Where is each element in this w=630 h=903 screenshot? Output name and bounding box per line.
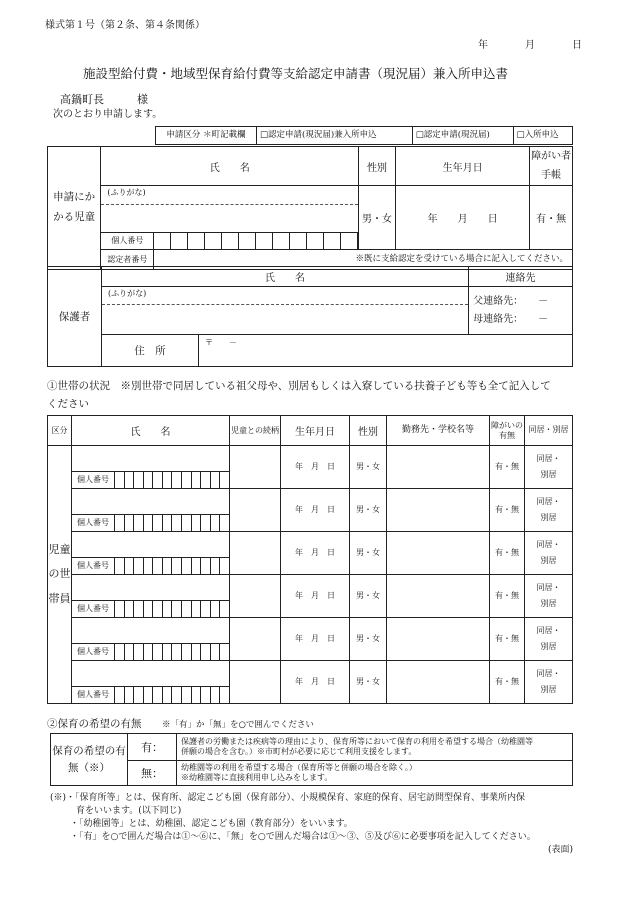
note-2: ・「幼稚園等」とは、幼稚園、認定こども園（教育部分）をいいます。: [70, 819, 353, 829]
member-id-digit-box[interactable]: [144, 515, 154, 531]
child-sex-header: 性別: [359, 147, 396, 186]
member-id-digit-box[interactable]: [134, 515, 144, 531]
member-id-digit-box[interactable]: [220, 472, 229, 488]
member-dob-value[interactable]: 年 月 日: [281, 446, 350, 489]
member-id-digit-box[interactable]: [153, 472, 163, 488]
residence-same[interactable]: 同居・: [536, 540, 561, 549]
child-id-digit-box[interactable]: [273, 233, 290, 249]
member-id-digit-box[interactable]: [163, 687, 173, 703]
member-id-digit-box[interactable]: [211, 687, 221, 703]
member-relation-field[interactable]: [230, 446, 281, 489]
care-wish-yes-text-1: 保護者の労働または疾病等の理由により、保育所等において保育の利用を希望する場合（幼稚園等: [181, 737, 533, 747]
member-id-digit-box[interactable]: [125, 472, 135, 488]
member-sex-value[interactable]: 男・女: [350, 489, 387, 532]
residence-same[interactable]: 同居・: [536, 454, 561, 463]
household-heading: ①世帯の状況 ※別世帯で同居している祖父母や、別居もしくは入寮している扶養子ども等も全て記入して: [47, 380, 551, 392]
household-table: [47, 415, 573, 704]
member-id-label: 個人番号: [72, 601, 115, 617]
residence-separate[interactable]: 別居: [540, 685, 557, 694]
member-id-digit-box[interactable]: [211, 472, 221, 488]
residence-separate[interactable]: 別居: [540, 470, 557, 479]
child-id-digit-box[interactable]: [222, 233, 239, 249]
member-dob-value[interactable]: 年 月 日: [281, 532, 350, 575]
col-dob: 生年月日: [281, 416, 350, 446]
member-dob-value[interactable]: 年 月 日: [281, 618, 350, 661]
member-id-digit-box[interactable]: [182, 472, 192, 488]
member-id-digit-box[interactable]: [163, 601, 173, 617]
child-id-digit-box[interactable]: [154, 233, 171, 249]
child-id-digit-box[interactable]: [239, 233, 256, 249]
member-id-digit-box[interactable]: [115, 515, 125, 531]
guardian-address-field[interactable]: 〒 －: [199, 335, 573, 367]
member-disability-value[interactable]: 有・無: [490, 532, 525, 575]
member-id-digit-box[interactable]: [144, 644, 154, 660]
care-wish-heading: ②保育の希望の有無: [47, 718, 142, 730]
member-work-field[interactable]: [387, 532, 490, 575]
member-residence-value[interactable]: [525, 532, 573, 575]
member-id-row[interactable]: [72, 687, 230, 704]
member-sex-value[interactable]: 男・女: [350, 575, 387, 618]
member-disability-value[interactable]: 有・無: [490, 661, 525, 704]
addressee: 高鍋町長 様: [60, 93, 148, 106]
intro-text: 次のとおり申請します。: [53, 109, 163, 120]
child-disability-value[interactable]: 有・無: [530, 186, 573, 250]
member-id-digit-box[interactable]: [201, 644, 211, 660]
member-id-digit-box[interactable]: [163, 558, 173, 574]
app-type-label: 申請区分 ＊町記載欄: [156, 127, 257, 145]
member-id-digit-box[interactable]: [125, 644, 135, 660]
member-disability-value[interactable]: 有・無: [490, 575, 525, 618]
member-id-digit-box[interactable]: [134, 601, 144, 617]
member-id-digit-box[interactable]: [211, 644, 221, 660]
member-id-digit-box[interactable]: [134, 472, 144, 488]
care-wish-table: [50, 733, 573, 786]
guardian-address-label: 住 所: [102, 335, 199, 367]
member-id-digit-box[interactable]: [201, 601, 211, 617]
child-id-digit-box[interactable]: [307, 233, 324, 249]
member-work-field[interactable]: [387, 446, 490, 489]
residence-separate[interactable]: 別居: [540, 599, 557, 608]
child-id-digit-box[interactable]: [188, 233, 205, 249]
member-id-digit-box[interactable]: [153, 515, 163, 531]
col-relation: 児童との続柄: [230, 416, 281, 446]
member-id-digit-box[interactable]: [134, 687, 144, 703]
col-sex: 性別: [350, 416, 387, 446]
member-id-digit-box[interactable]: [201, 687, 211, 703]
member-id-row[interactable]: [72, 515, 230, 532]
member-id-digit-box[interactable]: [163, 515, 173, 531]
member-id-digit-box[interactable]: [144, 687, 154, 703]
member-relation-field[interactable]: [230, 575, 281, 618]
member-id-digit-box[interactable]: [172, 601, 182, 617]
member-name-field[interactable]: [72, 446, 230, 472]
member-id-digit-box[interactable]: [153, 558, 163, 574]
member-name-field[interactable]: [72, 661, 230, 687]
member-relation-field[interactable]: [230, 661, 281, 704]
member-id-digit-box[interactable]: [220, 644, 229, 660]
member-residence-value[interactable]: [525, 489, 573, 532]
member-id-row[interactable]: [72, 644, 230, 661]
member-id-digit-box[interactable]: [144, 472, 154, 488]
member-relation-field[interactable]: [230, 618, 281, 661]
child-id-digit-box[interactable]: [205, 233, 222, 249]
member-id-digit-box[interactable]: [172, 558, 182, 574]
member-dob-value[interactable]: 年 月 日: [281, 661, 350, 704]
member-id-label: 個人番号: [72, 644, 115, 660]
member-id-digit-box[interactable]: [201, 472, 211, 488]
child-id-digit-box[interactable]: [256, 233, 273, 249]
member-id-digit-box[interactable]: [182, 515, 192, 531]
member-id-digit-box[interactable]: [115, 601, 125, 617]
care-wish-no[interactable]: 無：: [128, 761, 177, 786]
member-sex-value[interactable]: 男・女: [350, 446, 387, 489]
member-id-digit-box[interactable]: [192, 558, 202, 574]
child-id-boxes[interactable]: [154, 233, 359, 250]
member-work-field[interactable]: [387, 489, 490, 532]
member-id-digit-box[interactable]: [192, 601, 202, 617]
child-id-digit-box[interactable]: [171, 233, 188, 249]
member-id-digit-box[interactable]: [115, 687, 125, 703]
member-id-digit-box[interactable]: [182, 558, 192, 574]
member-id-row[interactable]: [72, 558, 230, 575]
member-id-digit-box[interactable]: [192, 687, 202, 703]
mother-contact[interactable]: 母連絡先： －: [473, 313, 549, 325]
residence-same[interactable]: 同居・: [536, 583, 561, 592]
member-id-digit-box[interactable]: [115, 558, 125, 574]
member-id-digit-box[interactable]: [115, 644, 125, 660]
residence-separate[interactable]: 別居: [540, 642, 557, 651]
member-id-digit-box[interactable]: [220, 601, 229, 617]
date-month: 月: [525, 40, 535, 51]
member-disability-value[interactable]: 有・無: [490, 446, 525, 489]
guardian-name-header: 氏 名: [102, 267, 469, 287]
member-id-digit-box[interactable]: [192, 644, 202, 660]
application-type-box: [155, 126, 573, 145]
household-heading-cont: ください: [47, 398, 89, 410]
col-work: 勤務先・学校名等: [387, 416, 490, 446]
member-id-row[interactable]: [72, 472, 230, 489]
member-id-digit-box[interactable]: [211, 601, 221, 617]
col-name: 氏 名: [72, 416, 230, 446]
member-id-digit-box[interactable]: [192, 515, 202, 531]
child-section-label: 申請にかかる児童: [48, 147, 101, 270]
child-cert-label: 認定者番号: [101, 250, 154, 270]
member-dob-value[interactable]: 年 月 日: [281, 575, 350, 618]
member-id-digit-box[interactable]: [144, 558, 154, 574]
residence-same[interactable]: 同居・: [536, 669, 561, 678]
page-side-label: (表面): [548, 845, 574, 855]
member-id-digit-box[interactable]: [134, 644, 144, 660]
member-id-digit-box[interactable]: [220, 687, 229, 703]
member-disability-value[interactable]: 有・無: [490, 489, 525, 532]
member-id-digit-box[interactable]: [125, 687, 135, 703]
member-id-digit-box[interactable]: [211, 515, 221, 531]
note-3: ・「有」を○で囲んだ場合は①～⑥に、「無」を○で囲んだ場合は①～③、⑤及び⑥に必要事項を記入してください。: [70, 832, 536, 842]
child-name-field[interactable]: [101, 205, 358, 232]
child-dob-header: 生年月日: [395, 147, 529, 186]
member-residence-value[interactable]: [525, 446, 573, 489]
member-id-digit-box[interactable]: [182, 601, 192, 617]
member-dob-value[interactable]: 年 月 日: [281, 489, 350, 532]
member-id-digit-box[interactable]: [163, 472, 173, 488]
residence-same[interactable]: 同居・: [536, 497, 561, 506]
member-id-label: 個人番号: [72, 558, 115, 574]
guardian-table: [47, 266, 573, 367]
care-wish-note: ※「有」か「無」を○で囲んでください: [162, 720, 314, 730]
member-name-field[interactable]: [72, 532, 230, 558]
member-id-digit-box[interactable]: [201, 515, 211, 531]
member-id-digit-box[interactable]: [220, 558, 229, 574]
member-id-digit-box[interactable]: [115, 472, 125, 488]
member-id-digit-box[interactable]: [125, 558, 135, 574]
member-id-digit-box[interactable]: [220, 515, 229, 531]
col-residence: 同居・別居: [525, 416, 573, 446]
member-id-digit-box[interactable]: [192, 472, 202, 488]
care-wish-label: 保育の希望の有無（※）: [51, 734, 128, 786]
member-id-digit-box[interactable]: [182, 644, 192, 660]
member-id-digit-box[interactable]: [211, 558, 221, 574]
child-id-digit-box[interactable]: [324, 233, 341, 249]
child-id-digit-box[interactable]: [290, 233, 307, 249]
member-id-digit-box[interactable]: [153, 644, 163, 660]
form-number: 様式第１号（第２条、第４条関係）: [45, 20, 205, 31]
member-sex-value[interactable]: 男・女: [350, 532, 387, 575]
member-relation-field[interactable]: [230, 532, 281, 575]
household-side-label: 児童の世帯員: [48, 446, 72, 704]
guardian-furigana-field[interactable]: (ふりがな): [102, 287, 468, 305]
app-type-option-3[interactable]: □入所申込: [513, 127, 572, 145]
member-relation-field[interactable]: [230, 489, 281, 532]
col-disability: 障がいの有無: [490, 416, 525, 446]
member-sex-value[interactable]: 男・女: [350, 618, 387, 661]
member-id-digit-box[interactable]: [153, 601, 163, 617]
member-name-field[interactable]: [72, 618, 230, 644]
member-id-digit-box[interactable]: [144, 601, 154, 617]
member-id-digit-box[interactable]: [172, 515, 182, 531]
child-dob-value[interactable]: 年 月 日: [395, 186, 529, 250]
member-id-digit-box[interactable]: [172, 472, 182, 488]
child-disability-header: 障がい者手帳: [530, 147, 573, 186]
child-cert-note: ※既に支給認定を受けている場合に記入してください。: [154, 250, 573, 270]
member-residence-value[interactable]: [525, 618, 573, 661]
member-id-digit-box[interactable]: [134, 558, 144, 574]
member-work-field[interactable]: [387, 575, 490, 618]
residence-separate[interactable]: 別居: [540, 556, 557, 565]
member-id-digit-box[interactable]: [163, 644, 173, 660]
note-1a: (※)・「保育所等」とは、保育所、認定こども園（保育部分）、小規模保育、家庭的保育、居宅訪問型保育、事業所内保: [50, 793, 526, 803]
app-type-option-1[interactable]: □認定申請(現況届)兼入所申込: [257, 127, 413, 145]
note-1b: 育をいいます。(以下同じ): [76, 806, 182, 816]
child-furigana-field[interactable]: (ふりがな): [101, 186, 358, 205]
care-wish-yes[interactable]: 有：: [128, 734, 177, 761]
document-title: 施設型給付費・地域型保育給付費等支給認定申請書（現況届）兼入所申込書: [83, 66, 509, 81]
guardian-contact-header: 連絡先: [469, 267, 573, 287]
member-id-digit-box[interactable]: [172, 644, 182, 660]
member-residence-value[interactable]: [525, 575, 573, 618]
member-work-field[interactable]: [387, 661, 490, 704]
member-disability-value[interactable]: 有・無: [490, 618, 525, 661]
care-wish-yes-text-2: 併願の場合を含む。）※市町村が必要に応じて利用支援をします。: [181, 747, 417, 756]
member-id-digit-box[interactable]: [125, 515, 135, 531]
care-wish-no-text-2: ※幼稚園等に直接利用申し込みをします。: [181, 773, 333, 782]
member-id-digit-box[interactable]: [201, 558, 211, 574]
child-id-digit-box[interactable]: [341, 233, 358, 249]
member-name-field[interactable]: [72, 575, 230, 601]
member-id-digit-box[interactable]: [125, 601, 135, 617]
member-sex-value[interactable]: 男・女: [350, 661, 387, 704]
child-sex-value[interactable]: 男・女: [359, 186, 396, 250]
child-table: [47, 146, 573, 270]
date-year: 年: [478, 40, 488, 51]
child-name-header: 氏 名: [101, 147, 359, 186]
member-id-row[interactable]: [72, 601, 230, 618]
member-work-field[interactable]: [387, 618, 490, 661]
care-wish-no-text-1: 幼稚園等の利用を希望する場合（保育所等と併願の場合を除く。）: [181, 763, 417, 773]
member-id-digit-box[interactable]: [182, 687, 192, 703]
member-id-label: 個人番号: [72, 687, 115, 703]
guardian-section-label: 保護者: [48, 267, 102, 367]
col-kubun: 区分: [48, 416, 72, 446]
member-id-label: 個人番号: [72, 515, 115, 531]
residence-separate[interactable]: 別居: [540, 513, 557, 522]
member-name-field[interactable]: [72, 489, 230, 515]
residence-same[interactable]: 同居・: [536, 626, 561, 635]
father-contact[interactable]: 父連絡先： －: [473, 295, 549, 307]
member-id-digit-box[interactable]: [153, 687, 163, 703]
member-id-digit-box[interactable]: [172, 687, 182, 703]
member-residence-value[interactable]: [525, 661, 573, 704]
child-id-label: 個人番号: [101, 233, 154, 250]
guardian-name-field[interactable]: [102, 305, 468, 334]
app-type-option-2[interactable]: □認定申請(現況届): [412, 127, 513, 145]
member-id-label: 個人番号: [72, 472, 115, 488]
date-day: 日: [572, 40, 582, 51]
